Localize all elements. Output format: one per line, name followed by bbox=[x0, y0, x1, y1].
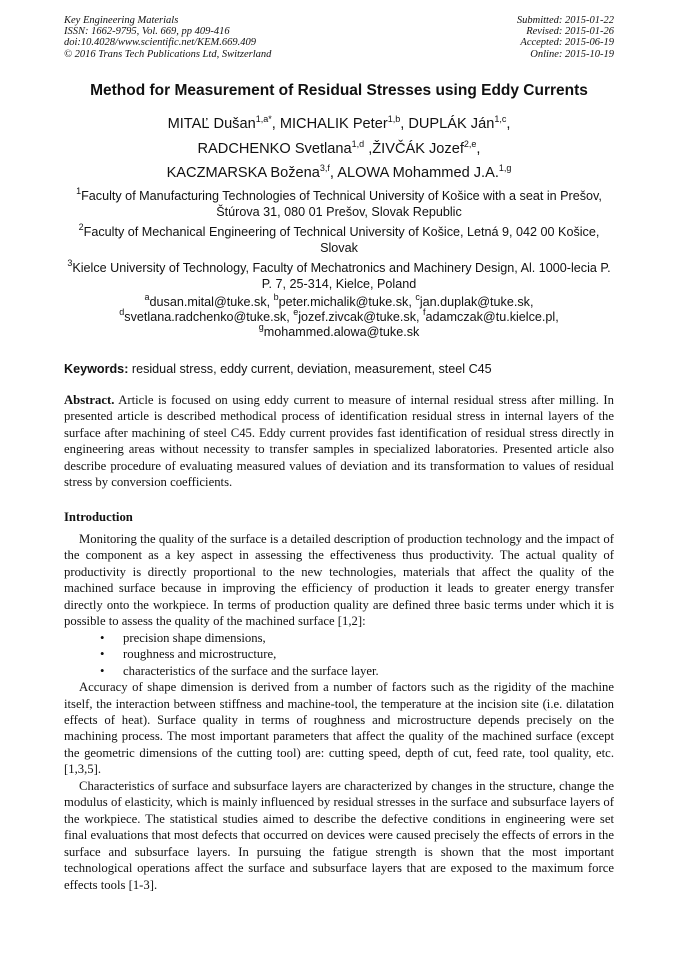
publication-dates bbox=[517, 15, 614, 60]
date-accepted: Accepted: 2015-06-19 bbox=[520, 37, 614, 49]
author-line-3 bbox=[64, 161, 614, 186]
bullet-list bbox=[100, 630, 614, 679]
author-sup: 2,e bbox=[463, 138, 477, 149]
abstract bbox=[64, 392, 614, 491]
author-sup: 1,a* bbox=[255, 114, 272, 124]
list-item: • precision shape dimensions, bbox=[100, 630, 614, 646]
introduction-body bbox=[64, 531, 614, 893]
author-name: DUPLÁK Ján bbox=[408, 116, 495, 132]
email-address[interactable]: jan.duplak@tuke.sk, bbox=[419, 295, 534, 309]
journal-doi: doi:10.4028/www.scientific.net/KEM.669.409 bbox=[64, 37, 256, 49]
email-sep: , bbox=[286, 310, 294, 324]
affiliation-sup: 2 bbox=[78, 222, 84, 232]
journal-issn: ISSN: 1662-9795, Vol. 669, pp 409-416 bbox=[64, 26, 230, 38]
affiliation-sup: 3 bbox=[67, 258, 73, 268]
author-sep: , bbox=[400, 116, 409, 132]
author-sup: 1,b bbox=[387, 114, 401, 124]
author-sup: 1,g bbox=[498, 163, 512, 173]
author-name: ALOWA Mohammed J.A. bbox=[337, 165, 499, 181]
journal-name: Key Engineering Materials bbox=[64, 15, 179, 26]
author-sup: 3,f bbox=[319, 163, 330, 173]
author-sep: , bbox=[329, 165, 338, 181]
keywords bbox=[64, 362, 614, 376]
date-revised: Revised: 2015-01-26 bbox=[526, 26, 614, 38]
email-address[interactable]: dusan.mital@tuke.sk bbox=[149, 295, 267, 309]
email-address[interactable]: mohammed.alowa@tuke.sk bbox=[263, 325, 420, 339]
paragraph: Accuracy of shape dimension is derived from a number of factors such as the rigidity of the machine itself, the interaction between stiffness and machine-tool, the temperature at the incision site (i.e. dilatation effects of heat). Surface quality in terms of roughness and microstructure depends precisely on the machining process. The most important parameters that affect the quality of the machined surface (except the geometric dimensions of the cutting tool) are: cutting speed, depth of cut, feed rate, tool quality, etc. [1,3,5]. bbox=[64, 680, 614, 777]
abstract-text: Article is focused on using eddy current to measure of internal residual stress after milling. In presented article is described methodical process of identification residual stress in internal layers of the surface after machining of steel C45. Eddy current provides fast identification of residual stress directly in engineering areas without necessity to transfer samples in specialized laboratories. Presented article also describe procedure of evaluating measured values of deviation and its transformation to values of residual stress by conversion coefficients. bbox=[64, 393, 614, 490]
email-line-3 bbox=[64, 322, 614, 340]
email-sep: , bbox=[266, 295, 274, 309]
author-sep: , bbox=[476, 140, 481, 157]
date-online: Online: 2015-10-19 bbox=[530, 48, 614, 60]
author-sep: , bbox=[271, 116, 280, 132]
author-line-1 bbox=[64, 112, 614, 137]
author-sup: 1,c bbox=[494, 114, 507, 124]
author-sep: , bbox=[364, 140, 373, 157]
date-submitted: Submitted: 2015-01-22 bbox=[516, 15, 614, 26]
affiliation-text: Kielce University of Technology, Faculty of Mechatronics and Machinery Design, Al. 1000-lecia P. P. 7, 25-314, Kielce, Poland bbox=[72, 261, 611, 291]
keywords-text: residual stress, eddy current, deviation, measurement, steel C45 bbox=[128, 362, 492, 376]
author-name: RADCHENKO Svetlana bbox=[197, 140, 352, 157]
email-address[interactable]: svetlana.radchenko@tuke.sk bbox=[124, 310, 287, 324]
email-sup: d bbox=[119, 307, 125, 317]
email-sup: b bbox=[273, 292, 279, 302]
paper-title: Method for Measurement of Residual Stresses using Eddy Currents bbox=[90, 82, 588, 99]
email-sup: e bbox=[293, 307, 299, 317]
email-list bbox=[64, 292, 614, 340]
email-sup: a bbox=[144, 292, 150, 302]
journal-copyright: © 2016 Trans Tech Publications Ltd, Switzerland bbox=[64, 48, 272, 60]
abstract-label: Abstract. bbox=[64, 393, 115, 407]
author-name: ŽIVČÁK Jozef bbox=[372, 140, 464, 157]
author-sup: 1,d bbox=[351, 138, 365, 149]
email-line-1 bbox=[64, 292, 614, 310]
email-address[interactable]: jozef.zivcak@tuke.sk bbox=[298, 310, 416, 324]
affiliation-text: Faculty of Mechanical Engineering of Technical University of Košice, Letná 9, 042 00 Košice, Slovak bbox=[83, 225, 600, 255]
journal-info bbox=[64, 15, 271, 60]
list-item: • roughness and microstructure, bbox=[100, 646, 614, 662]
email-sup: c bbox=[415, 292, 420, 302]
paragraph: Monitoring the quality of the surface is a detailed description of production technology and the impact of the component as a key aspect in assessing the effectiveness thus productivity. The actual quality of productivity is directly proportional to the new technologies, materials that affect the quality of the machined surface because in improving the efficiency of production it leads to greater energy transfer directly onto the workpiece. In terms of production quality are defined three basic terms under which it is possible to assess the quality of the machined surface [1,2]: bbox=[64, 532, 614, 629]
email-sep: , bbox=[408, 295, 416, 309]
email-address[interactable]: peter.michalik@tuke.sk bbox=[278, 295, 409, 309]
affiliation-text: Faculty of Manufacturing Technologies of Technical University of Košice with a seat in Prešov, Štúrova 31, 080 01 Prešov, Slovak Republic bbox=[81, 189, 602, 219]
email-sup: g bbox=[258, 322, 264, 332]
author-name: MICHALIK Peter bbox=[279, 116, 388, 132]
list-item: • characteristics of the surface and the surface layer. bbox=[100, 663, 614, 679]
email-line-2 bbox=[64, 307, 614, 325]
keywords-label: Keywords: bbox=[64, 362, 129, 376]
author-list bbox=[64, 112, 614, 186]
author-sep: , bbox=[506, 116, 511, 132]
email-sup: f bbox=[423, 307, 426, 317]
paragraph: Characteristics of surface and subsurface layers are characterized by changes in the structure, change the modulus of elasticity, which is mainly influenced by residual stresses in the surface and subsurface layers of the workpiece. The statistical studies aimed to describe the defective conditions in engineering were set final evaluations that most defects that occurred on devices were caused precisely the effects of errors in the surface and subsurface layers. In pursuing the fatigue strength is shown that the most important technological operations affect the surface and subsurface layers that are exposed to the maximum force effects tools [1-3]. bbox=[64, 778, 614, 892]
author-name: KACZMARSKA Božena bbox=[166, 165, 320, 181]
affiliation-3 bbox=[64, 258, 614, 292]
email-sep: , bbox=[416, 310, 423, 324]
affiliation-1 bbox=[64, 186, 614, 220]
email-address[interactable]: adamczak@tu.kielce.pl, bbox=[425, 310, 559, 324]
affiliation-2 bbox=[64, 222, 614, 256]
section-heading-introduction: Introduction bbox=[64, 510, 133, 524]
author-name: MITAĽ Dušan bbox=[167, 116, 256, 132]
affiliation-sup: 1 bbox=[76, 186, 82, 196]
author-line-2 bbox=[64, 137, 614, 162]
